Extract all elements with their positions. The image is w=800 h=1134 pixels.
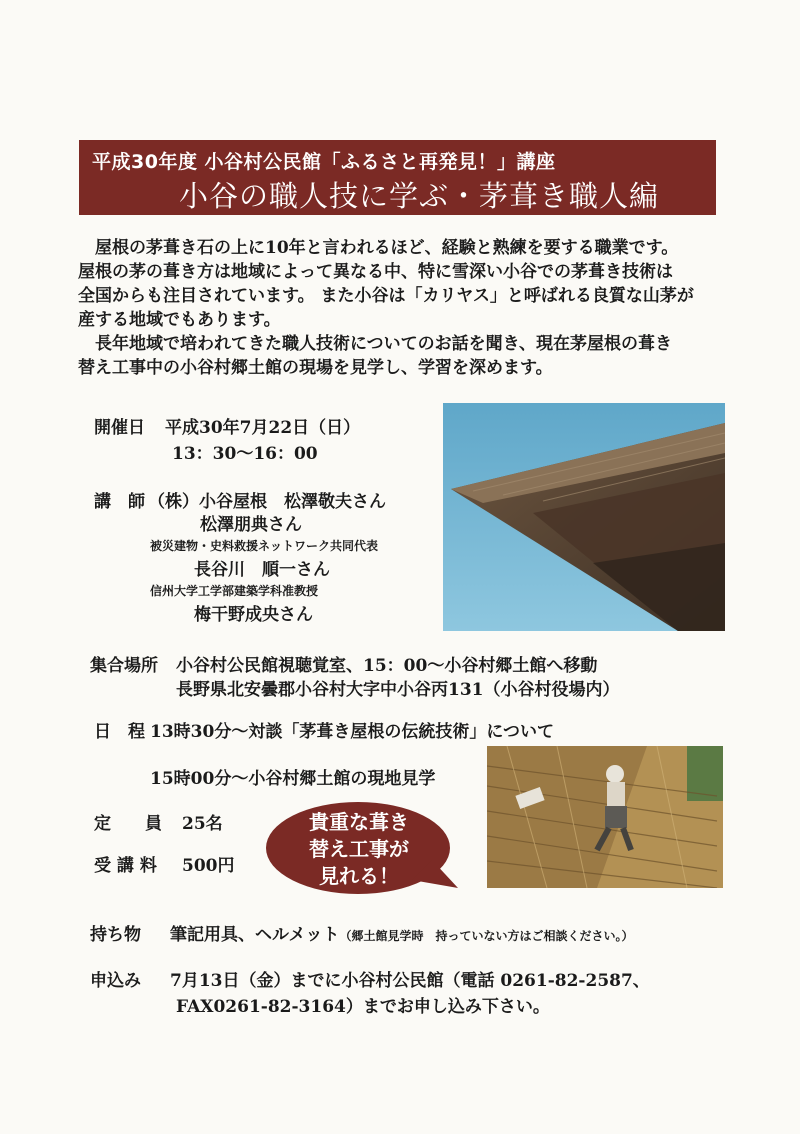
intro-line: 全国からも注目されています。 また小谷は「カリヤス」と呼ばれる良質な山茅が [78,286,694,306]
bubble-line: 替え工事が [309,837,409,861]
meeting-place: 小谷村公民館視聴覚室、15：00～小谷村郷土館へ移動 [176,656,598,676]
belongings-label: 持ち物 [90,925,141,945]
fee-value: 500円 [182,856,235,876]
event-date: 平成30年7月22日（日） [165,418,361,438]
belongings-note: （郷土館見学時 持っていない方はご相談ください。） [339,929,634,943]
intro-line: 産する地域でもあります。 [78,310,281,330]
apply-label: 申込み [90,971,141,991]
schedule-item-2: 15時00分～小谷村郷土館の現地見学 [150,769,436,789]
course-title: 小谷の職人技に学ぶ・茅葺き職人編 [179,179,660,213]
schedule-label: 日 程 [94,722,145,742]
apply-line-2: FAX0261-82-3164）までお申し込み下さい。 [176,997,550,1017]
intro-line: 長年地域で培われてきた職人技術についてのお話を聞き、現在茅屋根の葺き [78,334,672,354]
bubble-line: 見れる！ [319,864,399,888]
event-time: 13：30～16：00 [172,444,318,464]
intro-line: 屋根の茅葺き石の上に10年と言われるほど、経験と熟練を要する職業です。 [78,238,679,258]
bubble-line: 貴重な葺き [309,810,409,834]
intro-line: 屋根の茅の葺き方は地域によって異なる中、特に雪深い小谷での茅葺き技術は [78,262,673,282]
lecturer-2: 松澤朋典さん [200,515,302,535]
lecturer-3: 長谷川 順一さん [194,560,330,580]
intro-line: 替え工事中の小谷村郷土館の現場を見学し、学習を深めます。 [78,358,553,378]
belongings-items: 筆記用具、ヘルメット [170,925,340,945]
meeting-label: 集合場所 [90,656,158,676]
date-label: 開催日 [94,418,145,438]
title-banner [79,140,716,215]
lecturer-4-affiliation: 信州大学工学部建築学科准教授 [150,584,319,598]
fee-label: 受 講 料 [94,856,157,876]
lecturer-label: 講 師 [94,492,145,512]
bubble-text [268,809,450,890]
apply-line-1: 7月13日（金）までに小谷村公民館（電話 0261-82-2587、 [170,971,650,991]
lecturer-4: 梅干野成央さん [194,605,313,625]
belongings-value [170,920,634,945]
meeting-address: 長野県北安曇郡小谷村大字中小谷丙131（小谷村役場内） [176,680,620,700]
lecturer-1: （株）小谷屋根 松澤敬夫さん [148,492,386,512]
lecturer-3-affiliation: 被災建物・史料救援ネットワーク共同代表 [150,539,379,553]
capacity-value: 25名 [182,814,223,834]
intro-paragraph [78,236,718,380]
roof-worker-photo [487,746,723,888]
schedule-item-1: 13時30分～対談「茅葺き屋根の伝統技術」について [150,722,554,742]
course-subtitle: 平成30年度 小谷村公民館「ふるさと再発見！」講座 [92,151,556,173]
thatched-roof-photo [443,403,725,631]
capacity-label: 定 員 [94,814,162,834]
